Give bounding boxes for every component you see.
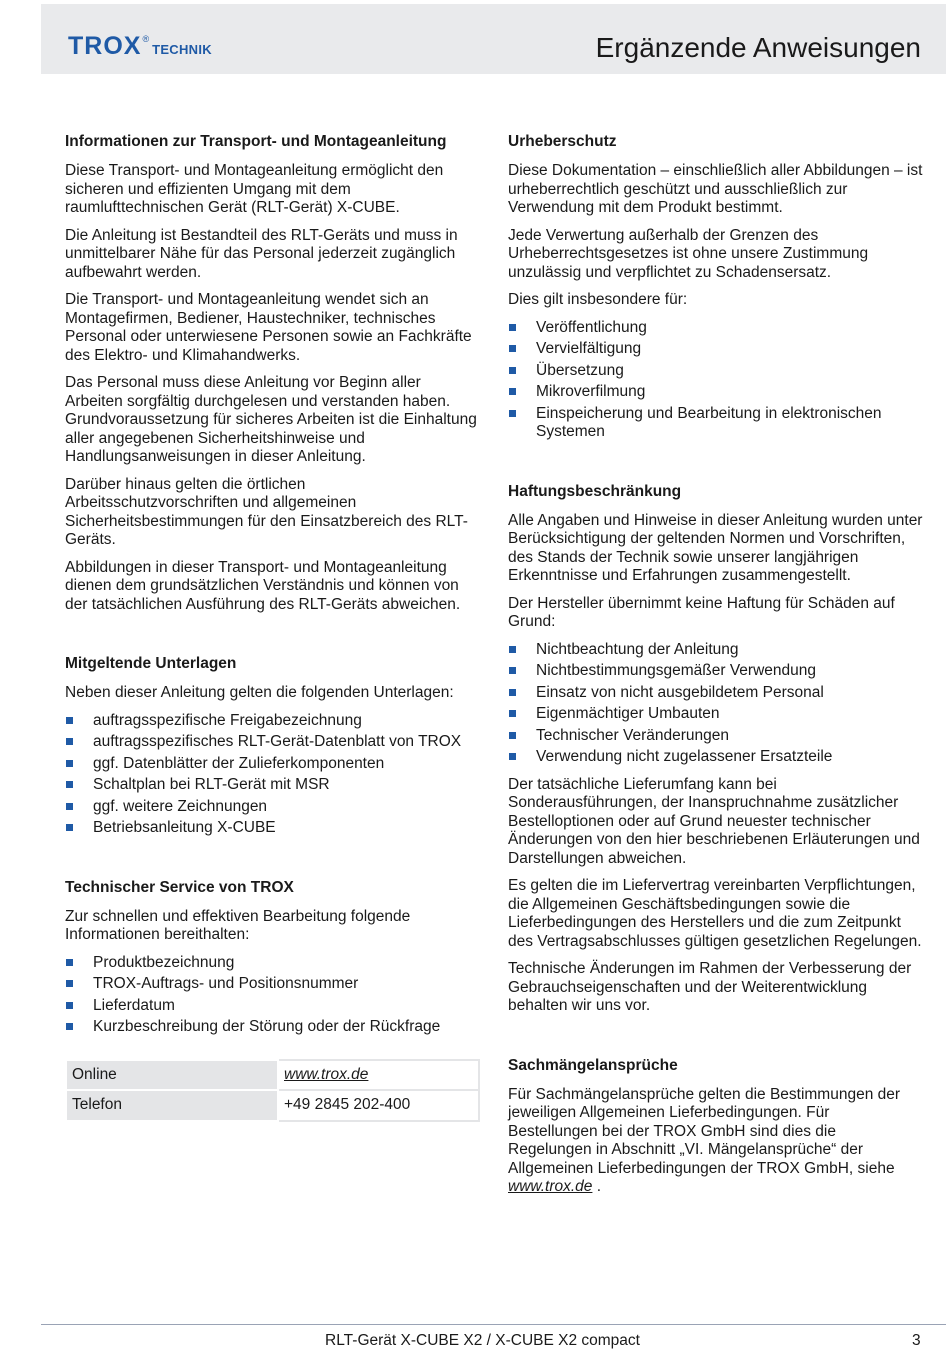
list-item: Veröffentlichung: [508, 319, 923, 338]
list-item: Übersetzung: [508, 362, 923, 381]
page-header: [41, 4, 946, 74]
left-column: [65, 132, 480, 1122]
page-title: Ergänzende Anweisungen: [595, 32, 921, 63]
list-item: Verwendung nicht zugelassener Ersatzteile: [508, 748, 923, 767]
paragraph: Jede Verwertung außerhalb der Grenzen des Urheberrechtsgesetzes ist ohne unsere Zustimmung unzulässig und verpflichtet zu Schadensersatz.: [508, 226, 869, 281]
paragraph-warranty: [508, 1086, 923, 1197]
logo-main-text: TROX: [68, 32, 142, 60]
section-title-liability: Haftungsbeschränkung: [508, 482, 682, 500]
paragraph: Die Anleitung ist Bestandteil des RLT-Geräts und muss in unmittelbarer Nähe für das Personal jederzeit zugänglich aufbewahrt werden.: [65, 226, 458, 281]
list-item: Produktbezeichnung: [65, 954, 480, 973]
list-item: Technischer Veränderungen: [508, 727, 923, 746]
table-row: [66, 1060, 479, 1091]
section-title-service: Technischer Service von TROX: [65, 878, 294, 896]
list-item: Eigenmächtiger Umbauten: [508, 705, 923, 724]
paragraph: Der Hersteller übernimmt keine Haftung für Schäden auf Grund:: [508, 594, 895, 630]
footer-document-title: RLT-Gerät X-CUBE X2 / X-CUBE X2 compact: [325, 1332, 640, 1349]
section-title-transport: Informationen zur Transport- und Montageanleitung: [65, 133, 447, 150]
contact-key: Telefon: [66, 1090, 278, 1121]
paragraph: Abbildungen in dieser Transport- und Montageanleitung dienen dem grundsätzlichen Verständnis und können von der tatsächlichen Ausführung des RLT-Geräts abweichen.: [65, 558, 461, 613]
warranty-end: .: [596, 1178, 602, 1195]
section-title-copyright: Urheberschutz: [508, 133, 617, 150]
list-item: Lieferdatum: [65, 997, 480, 1016]
contact-table: [65, 1059, 480, 1122]
logo-sub-text: TECHNIK: [152, 42, 212, 57]
paragraph: Technische Änderungen im Rahmen der Verbesserung der Gebrauchseigenschaften und der Weiterentwicklung behalten wir uns vor.: [508, 960, 912, 1014]
list-item: ggf. weitere Zeichnungen: [65, 798, 480, 817]
copyright-list: [508, 319, 923, 442]
list-item: Schaltplan bei RLT-Gerät mit MSR: [65, 776, 480, 795]
paragraph: Diese Transport- und Montageanleitung ermöglicht den sicheren und effizienten Umgang mit dem raumlufttechnischen Gerät (RLT-Gerät) X-CUBE.: [65, 162, 444, 216]
list-item: ggf. Datenblätter der Zulieferkomponenten: [65, 755, 480, 774]
website-link[interactable]: www.trox.de: [508, 1178, 593, 1195]
list-item: Einspeicherung und Bearbeitung in elektronischen Systemen: [508, 405, 923, 442]
warranty-text: Für Sachmängelansprüche gelten die Bestimmungen der jeweiligen Allgemeinen Lieferbedingungen. Für Bestellungen bei der TROX GmbH sind dies die Regelungen in Abschnitt „VI. Mängelansprüche“ der Allgemeinen Lieferbedingungen der TROX GmbH, siehe: [508, 1085, 901, 1177]
list-item: auftragsspezifisches RLT-Gerät-Datenblatt von TROX: [65, 733, 480, 752]
list-item: Kurzbeschreibung der Störung oder der Rückfrage: [65, 1018, 480, 1037]
list-item: Einsatz von nicht ausgebildetem Personal: [508, 684, 923, 703]
list-item: Betriebsanleitung X-CUBE: [65, 819, 480, 838]
website-link[interactable]: www.trox.de: [284, 1065, 369, 1083]
paragraph: Die Transport- und Montageanleitung wendet sich an Montagefirmen, Bediener, Haustechniker, technisches Personal oder unterwiesene Personen sowie an Fachkräfte des Elektro- und Klimahandwerks.: [65, 291, 472, 364]
paragraph: Dies gilt insbesondere für:: [508, 291, 688, 308]
list-item: Nichtbeachtung der Anleitung: [508, 641, 923, 660]
paragraph: Diese Dokumentation – einschließlich aller Abbildungen – ist urheberrechtlich geschützt und ausschließlich zur Verwendung mit dem Produkt bestimmt.: [508, 162, 923, 216]
table-row: [66, 1090, 479, 1121]
paragraph: Es gelten die im Liefervertrag vereinbarten Verpflichtungen, die Allgemeinen Geschäftsbedingungen sowie die Lieferbedingungen des Herstellers und die zum Zeitpunkt des Vertragsabschlusses gültigen gesetzlichen Regelungen.: [508, 877, 922, 950]
right-column: [508, 132, 923, 1206]
paragraph: Das Personal muss diese Anleitung vor Beginn aller Arbeiten sorgfältig durchgelesen und verstanden haben. Grundvoraussetzung für sicheres Arbeiten ist die Einhaltung aller angegebenen Sicherheitshinweise und Handlungsanweisungen in dieser Anleitung.: [65, 374, 477, 465]
section-title-documents: Mitgeltende Unterlagen: [65, 655, 237, 672]
contact-value: +49 2845 202-400: [278, 1090, 479, 1121]
list-item: TROX-Auftrags- und Positionsnummer: [65, 975, 480, 994]
service-list: [65, 954, 480, 1037]
page-number: 3: [912, 1332, 921, 1349]
paragraph: Darüber hinaus gelten die örtlichen Arbeitsschutzvorschriften und allgemeinen Sicherheitsbestimmungen für den Einsatzbereich des RLT-Geräts.: [65, 475, 468, 548]
paragraph: Neben dieser Anleitung gelten die folgenden Unterlagen:: [65, 684, 454, 701]
contact-value-cell: [278, 1060, 479, 1091]
contact-key: Online: [66, 1060, 278, 1091]
list-item: Mikroverfilmung: [508, 383, 923, 402]
section-title-warranty: Sachmängelansprüche: [508, 1056, 678, 1074]
liability-list: [508, 641, 923, 767]
trox-logo: [68, 32, 212, 62]
paragraph: Alle Angaben und Hinweise in dieser Anleitung wurden unter Berücksichtigung der geltenden Normen und Vorschriften, des Stands der Technik sowie unserer langjährigen Erkenntnisse und Erfahrungen zusammengestellt.: [508, 511, 923, 584]
paragraph: Der tatsächliche Lieferumfang kann bei Sonderausführungen, der Inanspruchnahme zusätzlicher Bestelloptionen oder auf Grund neuester technischer Änderungen von den hier beschriebenen Erläuterungen und Darstellungen abweichen.: [508, 775, 920, 867]
documents-list: [65, 712, 480, 838]
list-item: Vervielfältigung: [508, 340, 923, 359]
list-item: Nichtbestimmungsgemäßer Verwendung: [508, 662, 923, 681]
list-item: auftragsspezifische Freigabezeichnung: [65, 712, 480, 731]
footer-divider: [41, 1324, 946, 1325]
paragraph: Zur schnellen und effektiven Bearbeitung folgende Informationen bereithalten:: [65, 907, 411, 943]
logo-registered-mark: ®: [142, 34, 150, 44]
